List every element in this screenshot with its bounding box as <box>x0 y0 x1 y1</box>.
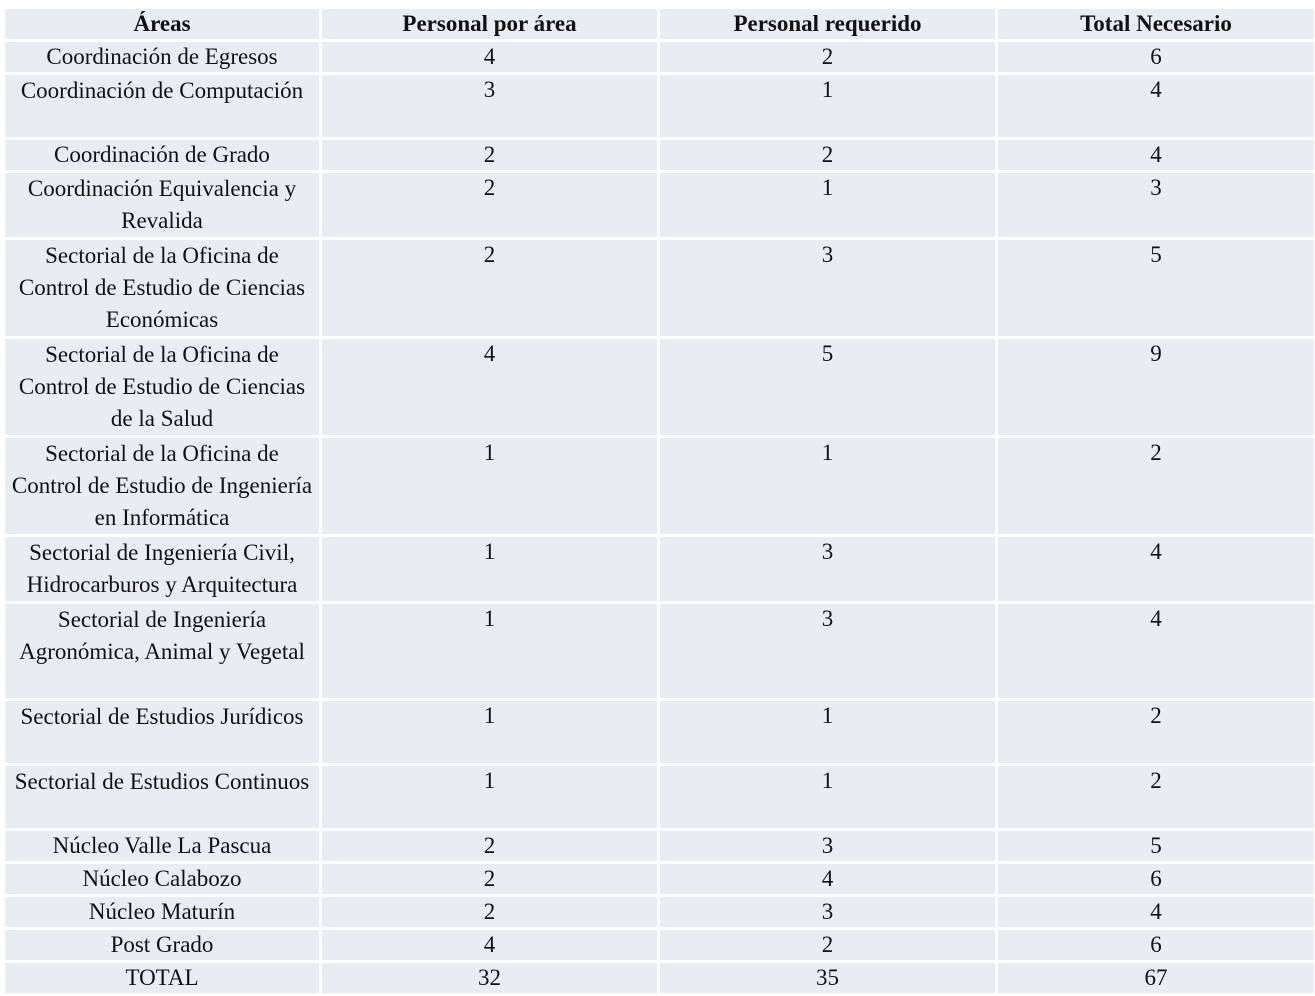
personal-por-area-cell: 2 <box>321 863 659 896</box>
personal-requerido-cell: 2 <box>659 139 997 172</box>
area-cell: Sectorial de la Oficina de Control de Estudio de Ciencias de la Salud <box>4 338 321 437</box>
personal-por-area-cell: 2 <box>321 139 659 172</box>
personal-por-area-cell: 2 <box>321 830 659 863</box>
total-necesario-cell: 4 <box>997 896 1315 929</box>
personal-por-area-cell: 2 <box>321 172 659 239</box>
total-label-cell: TOTAL <box>4 962 321 995</box>
total-necesario-cell: 2 <box>997 765 1315 830</box>
table-row <box>4 536 1315 603</box>
header-personal-por-area: Personal por área <box>321 8 659 41</box>
personal-requerido-cell: 1 <box>659 74 997 139</box>
personal-requerido-cell: 3 <box>659 896 997 929</box>
table-row <box>4 929 1315 962</box>
area-cell: Sectorial de Estudios Jurídicos <box>4 700 321 765</box>
area-cell: Coordinación de Computación <box>4 74 321 139</box>
personal-requerido-cell: 3 <box>659 536 997 603</box>
personal-requerido-cell: 3 <box>659 603 997 700</box>
area-cell: Sectorial de la Oficina de Control de Estudio de Ingeniería en Informática <box>4 437 321 536</box>
area-cell: Núcleo Maturín <box>4 896 321 929</box>
total-necesario-cell: 4 <box>997 74 1315 139</box>
personal-por-area-cell: 1 <box>321 765 659 830</box>
total-necesario-cell: 6 <box>997 863 1315 896</box>
area-cell: Sectorial de la Oficina de Control de Estudio de Ciencias Económicas <box>4 239 321 338</box>
table-row <box>4 437 1315 536</box>
personal-por-area-cell: 1 <box>321 437 659 536</box>
table-row <box>4 830 1315 863</box>
table-row <box>4 239 1315 338</box>
personal-requerido-cell: 2 <box>659 41 997 74</box>
personal-por-area-cell: 1 <box>321 700 659 765</box>
total-personal-requerido-cell: 35 <box>659 962 997 995</box>
personal-por-area-cell: 4 <box>321 929 659 962</box>
header-row <box>4 8 1315 41</box>
table-row <box>4 863 1315 896</box>
total-necesario-cell: 4 <box>997 603 1315 700</box>
total-necesario-cell: 2 <box>997 437 1315 536</box>
personal-requerido-cell: 5 <box>659 338 997 437</box>
personal-por-area-cell: 3 <box>321 74 659 139</box>
area-cell: Sectorial de Estudios Continuos <box>4 765 321 830</box>
total-necesario-cell: 9 <box>997 338 1315 437</box>
area-cell: Coordinación Equivalencia y Revalida <box>4 172 321 239</box>
personal-requerido-cell: 4 <box>659 863 997 896</box>
personal-requerido-cell: 3 <box>659 830 997 863</box>
total-necesario-sum-cell: 67 <box>997 962 1315 995</box>
header-areas: Áreas <box>4 8 321 41</box>
header-total-necesario: Total Necesario <box>997 8 1315 41</box>
table-row <box>4 896 1315 929</box>
personal-por-area-cell: 2 <box>321 896 659 929</box>
table-row <box>4 603 1315 700</box>
personal-requerido-cell: 1 <box>659 700 997 765</box>
table-row <box>4 172 1315 239</box>
personal-por-area-cell: 1 <box>321 603 659 700</box>
table-row <box>4 700 1315 765</box>
staffing-table <box>2 6 1315 996</box>
personal-requerido-cell: 1 <box>659 437 997 536</box>
personal-requerido-cell: 3 <box>659 239 997 338</box>
header-personal-requerido: Personal requerido <box>659 8 997 41</box>
total-necesario-cell: 5 <box>997 830 1315 863</box>
total-necesario-cell: 4 <box>997 139 1315 172</box>
area-cell: Núcleo Valle La Pascua <box>4 830 321 863</box>
personal-por-area-cell: 4 <box>321 338 659 437</box>
total-necesario-cell: 3 <box>997 172 1315 239</box>
personal-por-area-cell: 2 <box>321 239 659 338</box>
area-cell: Post Grado <box>4 929 321 962</box>
area-cell: Sectorial de Ingeniería Agronómica, Animal y Vegetal <box>4 603 321 700</box>
area-cell: Coordinación de Egresos <box>4 41 321 74</box>
table-row <box>4 765 1315 830</box>
table-row <box>4 139 1315 172</box>
area-cell: Núcleo Calabozo <box>4 863 321 896</box>
total-row <box>4 962 1315 995</box>
total-necesario-cell: 6 <box>997 929 1315 962</box>
personal-requerido-cell: 1 <box>659 765 997 830</box>
total-necesario-cell: 4 <box>997 536 1315 603</box>
personal-requerido-cell: 1 <box>659 172 997 239</box>
total-personal-por-area-cell: 32 <box>321 962 659 995</box>
table-row <box>4 74 1315 139</box>
personal-por-area-cell: 1 <box>321 536 659 603</box>
total-necesario-cell: 2 <box>997 700 1315 765</box>
total-necesario-cell: 5 <box>997 239 1315 338</box>
area-cell: Coordinación de Grado <box>4 139 321 172</box>
personal-requerido-cell: 2 <box>659 929 997 962</box>
total-necesario-cell: 6 <box>997 41 1315 74</box>
area-cell: Sectorial de Ingeniería Civil, Hidrocarburos y Arquitectura <box>4 536 321 603</box>
table-row <box>4 41 1315 74</box>
table-row <box>4 338 1315 437</box>
personal-por-area-cell: 4 <box>321 41 659 74</box>
